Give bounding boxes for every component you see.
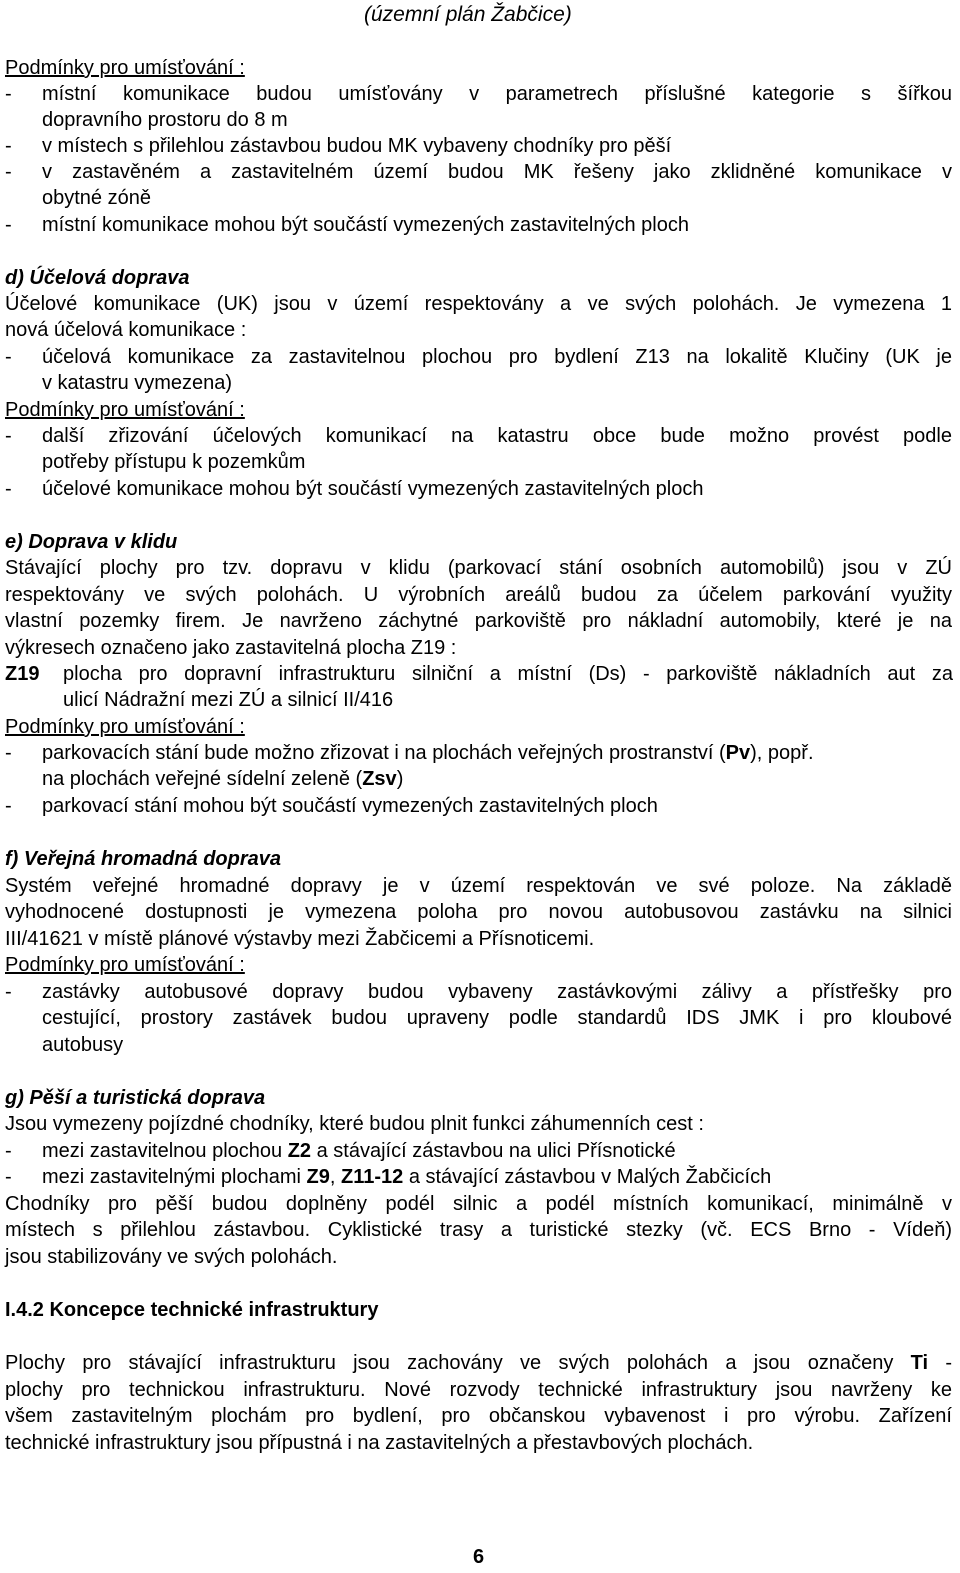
text-line: dopravního prostoru do 8 m: [42, 109, 288, 131]
text-line: III/41621 v místě plánové výstavby mezi Žabčicemi a Přísnoticemi.: [5, 928, 595, 950]
text-line: vyhodnocené dostupnosti je vymezena poloha pro novou autobusovou zastávku na silnici: [5, 901, 952, 923]
section-heading: Podmínky pro umísťování :: [5, 954, 245, 976]
bullet-dash: -: [5, 1166, 12, 1188]
text-line: vlastní pozemky firem. Je navrženo záchytné parkoviště pro nákladní automobily, které je na: [5, 610, 952, 632]
section-title: e) Doprava v klidu: [5, 531, 178, 553]
text-line: ulicí Nádražní mezi ZÚ a silnicí II/416: [63, 689, 394, 711]
section-heading: Podmínky pro umísťování :: [5, 57, 245, 79]
text-line: místní komunikace budou umísťovány v parametrech příslušné kategorie s šířkou: [42, 83, 952, 105]
plot-code: Z19: [5, 663, 40, 685]
text-line: Účelové komunikace (UK) jsou v území respektovány a ve svých polohách. Je vymezena 1: [5, 293, 952, 315]
text-line: technické infrastruktury jsou přípustná i na zastavitelných a přestavbových plochách.: [5, 1432, 754, 1454]
text-line: plochy pro technickou infrastrukturu. Nové rozvody technické infrastruktury jsou navrženy ke: [5, 1379, 952, 1401]
bullet-dash: -: [5, 425, 12, 447]
text-line: účelová komunikace za zastavitelnou plochou pro bydlení Z13 na lokalitě Klučiny (UK je: [42, 346, 952, 368]
text-line: Chodníky pro pěší budou doplněny podél silnic a podél místních komunikací, minimálně v: [5, 1193, 952, 1215]
text-line: účelové komunikace mohou být součástí vymezených zastavitelných ploch: [42, 478, 704, 500]
section-title: f) Veřejná hromadná doprava: [5, 848, 281, 870]
text-line: jsou stabilizovány ve svých polohách.: [5, 1246, 338, 1268]
bullet-dash: -: [5, 83, 12, 105]
bullet-dash: -: [5, 346, 12, 368]
text-line: cestující, prostory zastávek budou upraveny podle standardů IDS JMK i pro kloubové: [42, 1007, 952, 1029]
page-header: (územní plán Žabčice): [364, 3, 572, 26]
chapter-heading: I.4.2 Koncepce technické infrastruktury: [5, 1299, 379, 1321]
text-line: parkovacích stání bude možno zřizovat i na plochách veřejných prostranství (Pv), popř.: [42, 742, 814, 764]
bullet-dash: -: [5, 478, 12, 500]
text-line: respektovány ve svých polohách. U výrobních areálů budou za účelem parkování využity: [5, 584, 952, 606]
text-line: mezi zastavitelnými plochami Z9, Z11-12 a stávající zástavbou v Malých Žabčicích: [42, 1166, 772, 1188]
text-line: místech s přilehlou zástavbou. Cyklistické trasy a turistické stezky (vč. ECS Brno - Vídeň): [5, 1219, 952, 1241]
text-line: v katastru vymezena): [42, 372, 233, 394]
bullet-dash: -: [5, 1140, 12, 1162]
text-line: plocha pro dopravní infrastrukturu silniční a místní (Ds) - parkoviště nákladních aut za: [63, 663, 953, 685]
text-line: autobusy: [42, 1034, 124, 1056]
text-line: mezi zastavitelnou plochou Z2 a stávající zástavbou na ulici Přísnotické: [42, 1140, 676, 1162]
text-line: v místech s přilehlou zástavbou budou MK vybaveny chodníky pro pěší: [42, 135, 672, 157]
text-line: všem zastavitelným plochám pro bydlení, pro občanskou vybavenost i pro výrobu. Zařízení: [5, 1405, 952, 1427]
text-line: zastávky autobusové dopravy budou vybaveny zastávkovými zálivy a přístřešky pro: [42, 981, 952, 1003]
text-line: Plochy pro stávající infrastrukturu jsou zachovány ve svých polohách a jsou označeny Ti -: [5, 1352, 953, 1374]
bullet-dash: -: [5, 161, 12, 183]
text-line: další zřizování účelových komunikací na katastru obce bude možno provést podle: [42, 425, 952, 447]
text-line: nová účelová komunikace :: [5, 319, 247, 341]
text-line: potřeby přístupu k pozemkům: [42, 451, 306, 473]
text-line: Systém veřejné hromadné dopravy je v území respektován ve své poloze. Na základě: [5, 875, 952, 897]
page-number: 6: [473, 1546, 485, 1568]
text-line: výkresech označeno jako zastavitelná plocha Z19 :: [5, 637, 457, 659]
section-title: g) Pěší a turistická doprava: [5, 1087, 266, 1109]
text-line: místní komunikace mohou být součástí vymezených zastavitelných ploch: [42, 214, 689, 236]
text-line: parkovací stání mohou být součástí vymezených zastavitelných ploch: [42, 795, 658, 817]
section-heading: Podmínky pro umísťování :: [5, 716, 245, 738]
text-line: obytné zóně: [42, 187, 151, 209]
bullet-dash: -: [5, 795, 12, 817]
text-line: Jsou vymezeny pojízdné chodníky, které budou plnit funkci záhumenních cest :: [5, 1113, 704, 1135]
text-line: na plochách veřejné sídelní zeleně (Zsv): [42, 768, 404, 790]
bullet-dash: -: [5, 135, 12, 157]
bullet-dash: -: [5, 981, 12, 1003]
section-title: d) Účelová doprava: [5, 267, 190, 289]
text-line: v zastavěném a zastavitelném území budou MK řešeny jako zklidněné komunikace v: [42, 161, 952, 183]
section-heading: Podmínky pro umísťování :: [5, 399, 245, 421]
bullet-dash: -: [5, 742, 12, 764]
text-line: Stávající plochy pro tzv. dopravu v klidu (parkovací stání osobních automobilů) jsou v ZÚ: [5, 557, 952, 579]
bullet-dash: -: [5, 214, 12, 236]
